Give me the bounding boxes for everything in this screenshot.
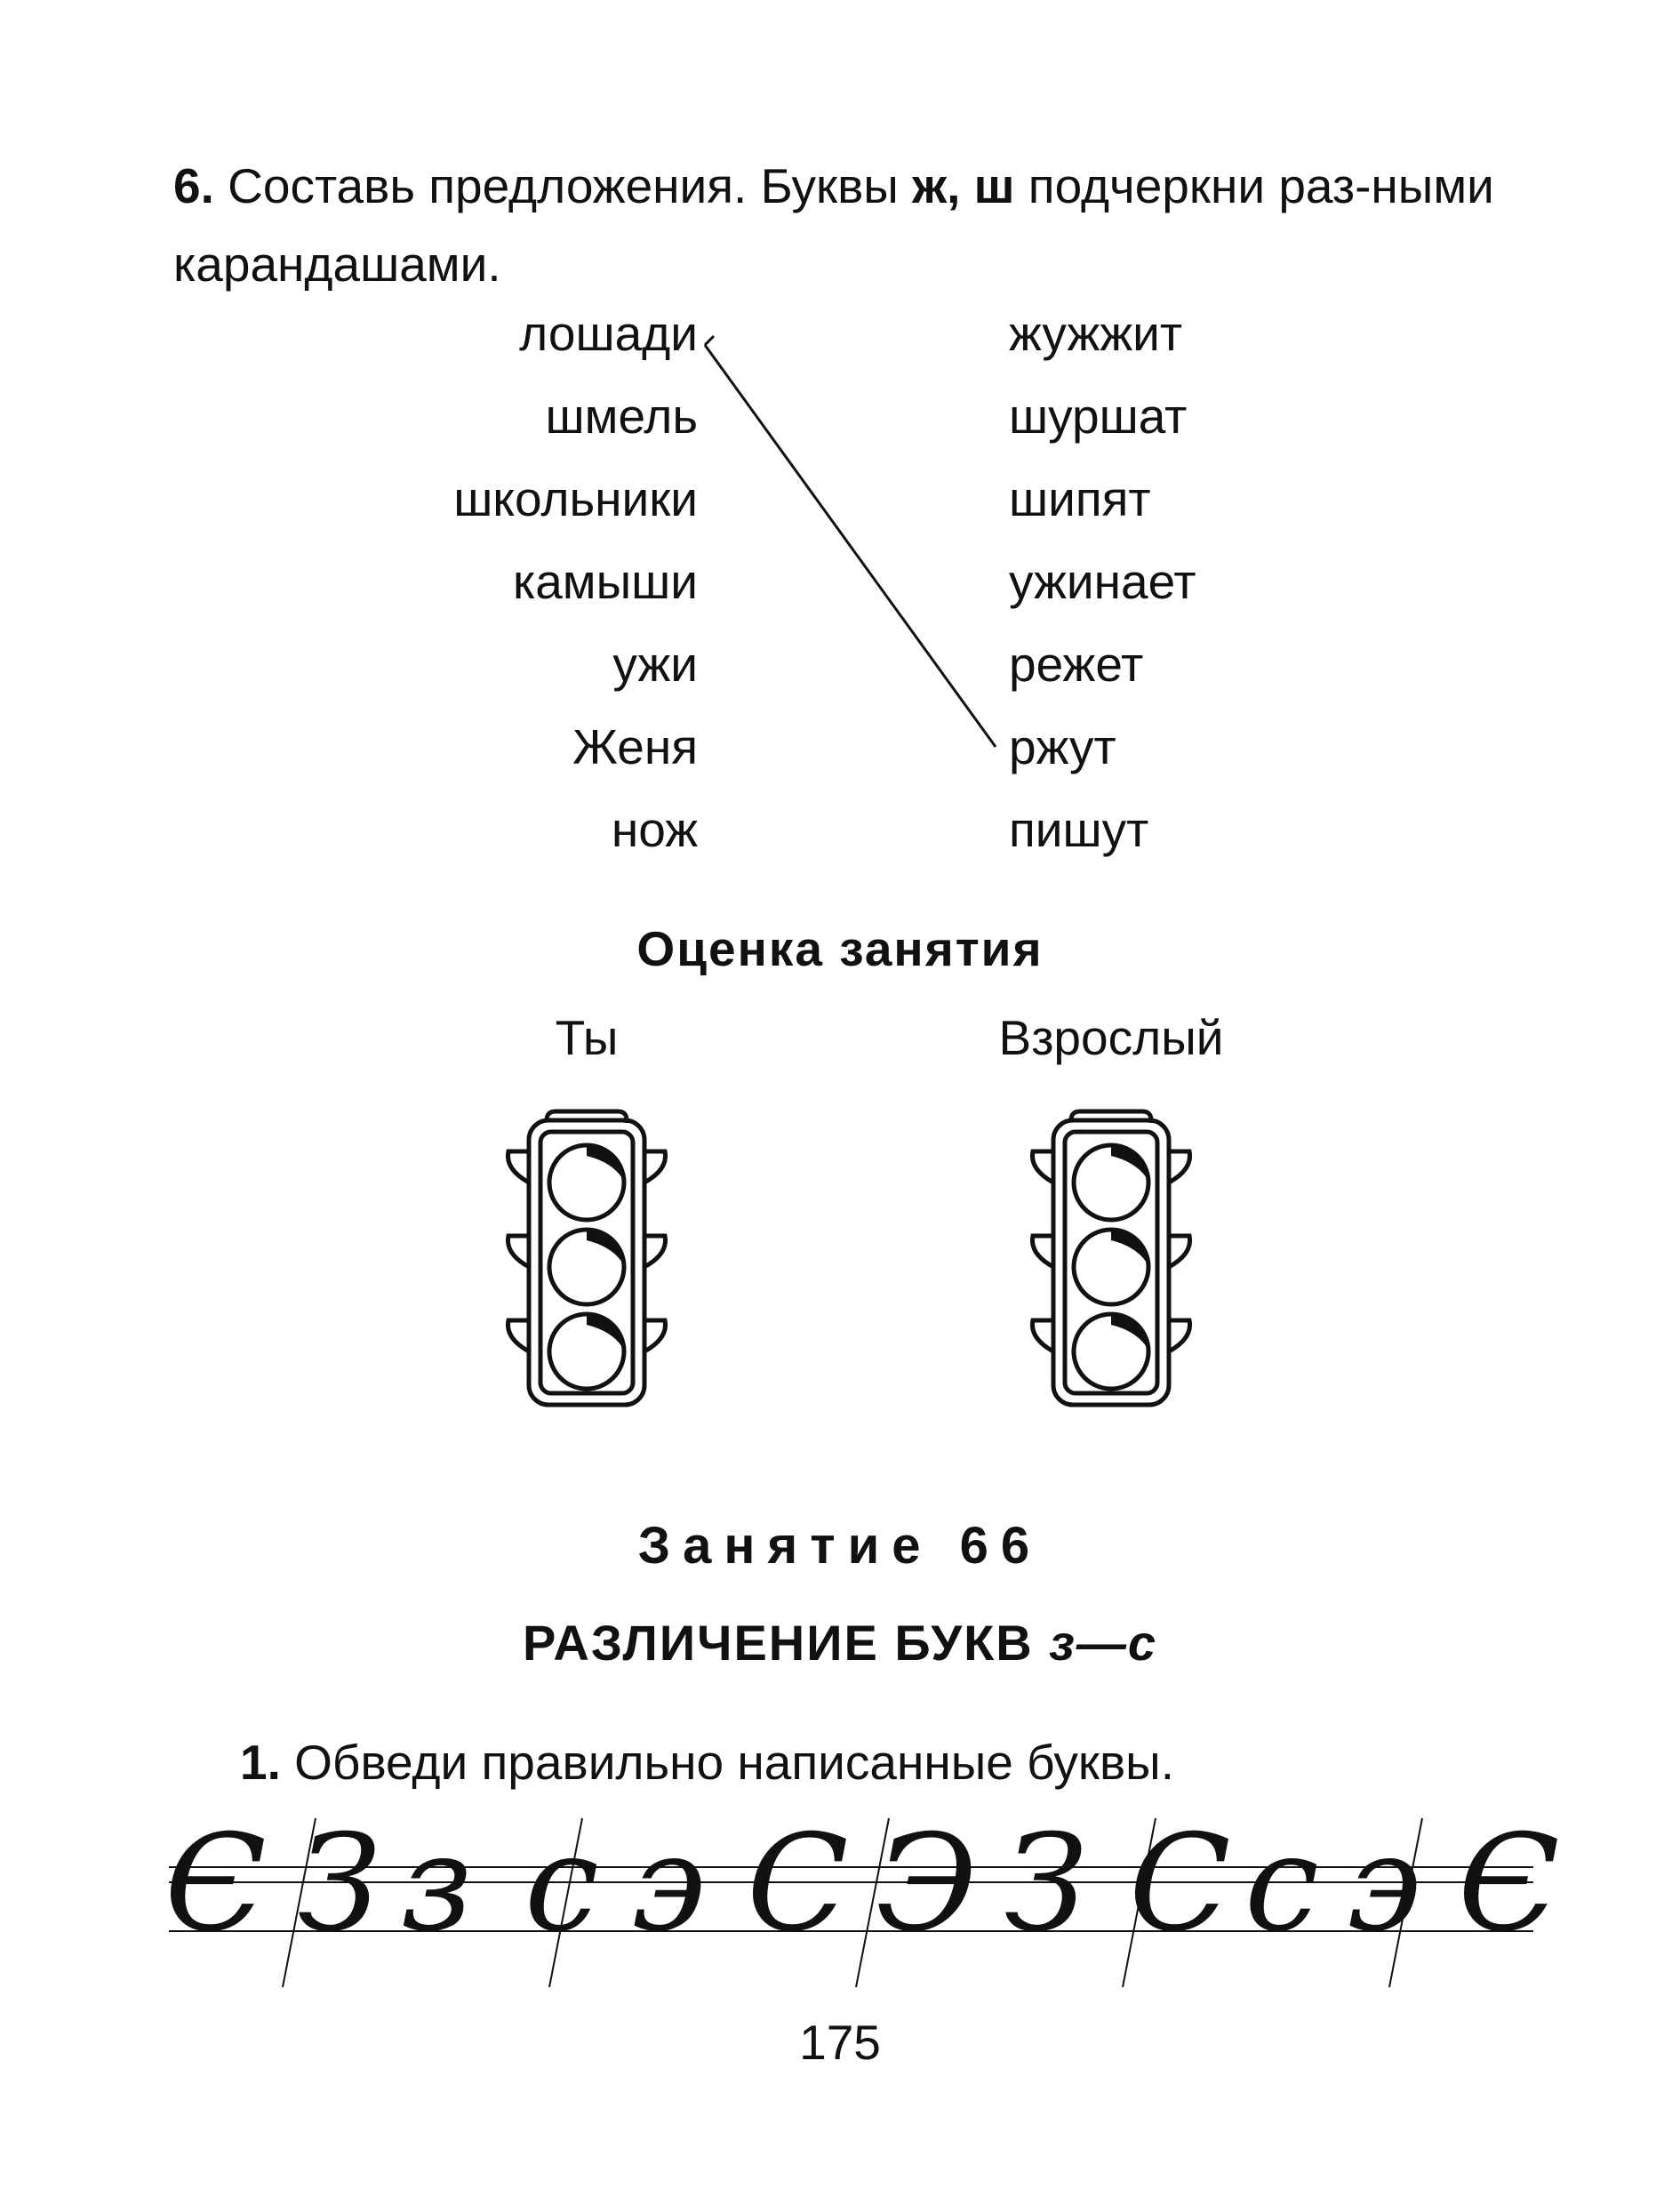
right-word: ужинает: [1009, 554, 1196, 609]
left-word: шмель: [545, 389, 698, 444]
task-1-number: 1.: [240, 1735, 281, 1790]
cursive-letter[interactable]: Э: [876, 1807, 978, 1961]
left-word: лошади: [519, 306, 698, 361]
task-6-text-before: Составь предложения. Буквы: [213, 158, 913, 213]
left-word: нож: [611, 802, 698, 857]
lesson-title: Занятие 66: [637, 1517, 1043, 1575]
task-6-text-after: подчеркни раз-ными карандашами.: [173, 158, 1494, 292]
cursive-letter[interactable]: З: [1004, 1807, 1088, 1961]
cursive-letter[interactable]: Є: [1458, 1807, 1560, 1961]
left-word: Женя: [572, 719, 698, 774]
right-word: пишут: [1009, 802, 1149, 857]
left-word: ужи: [612, 637, 698, 692]
cursive-letter[interactable]: з: [400, 1807, 473, 1961]
cursive-letter[interactable]: э: [631, 1807, 707, 1961]
cursive-letter[interactable]: С: [1129, 1807, 1231, 1961]
cursive-letter[interactable]: с: [1244, 1807, 1320, 1961]
lesson-topic-prefix: РАЗЛИЧЕНИЕ БУКВ: [523, 1615, 1050, 1671]
cursive-letter[interactable]: З: [298, 1807, 381, 1961]
right-word: режет: [1009, 637, 1144, 692]
lesson-topic-letters: з—с: [1049, 1615, 1157, 1671]
assessment-adult-label: Взрослый: [998, 1010, 1224, 1065]
left-word: камыши: [512, 554, 698, 609]
right-word: жужжит: [1009, 306, 1183, 361]
right-word: ржут: [1009, 719, 1116, 774]
task-1-text: Обведи правильно написанные буквы.: [280, 1735, 1174, 1790]
task-6-letters: ж, ш: [912, 158, 1015, 213]
task-6-number: 6.: [173, 158, 214, 213]
cursive-letter[interactable]: Є: [164, 1807, 267, 1961]
left-word: школьники: [453, 471, 698, 526]
right-word: шипят: [1009, 471, 1151, 526]
cursive-letter[interactable]: С: [747, 1807, 849, 1961]
page-number: 175: [799, 2015, 881, 2070]
assessment-title: Оценка занятия: [636, 921, 1044, 976]
assessment-you-label: Ты: [555, 1010, 619, 1065]
right-word: шуршат: [1009, 389, 1188, 444]
cursive-letter[interactable]: э: [1347, 1807, 1422, 1961]
cursive-letter[interactable]: с: [524, 1807, 600, 1961]
